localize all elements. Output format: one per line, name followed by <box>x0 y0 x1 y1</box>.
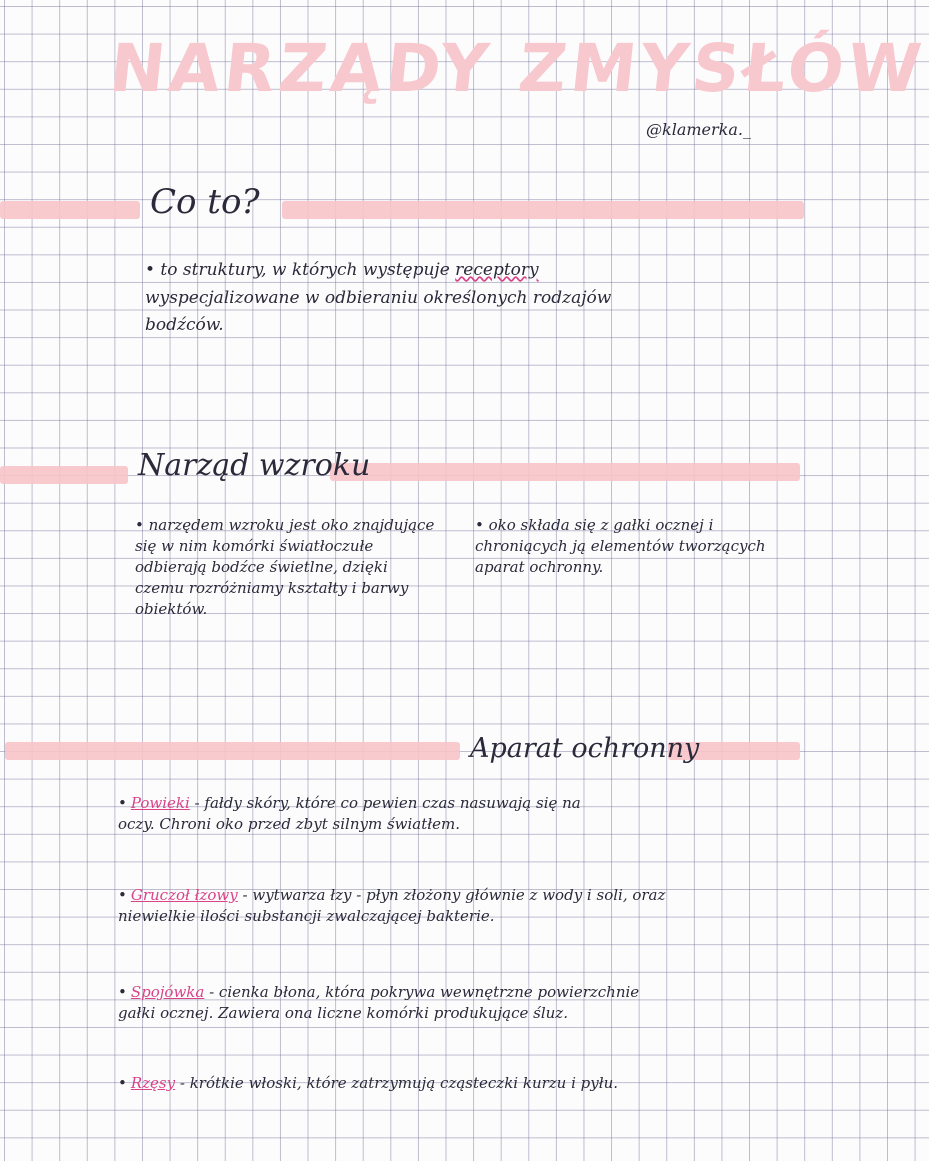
conjunctiva-description: - cienka błona, która pokrywa wewnętrzne powierzchnie gałki ocznej. Zawiera ona liczne komórki produkujące śluz. <box>118 983 640 1022</box>
section-heading-what-is: Co to? <box>150 182 260 222</box>
list-item-tear-gland: • Gruczoł łzowy - wytwarza łzy - płyn złożony głównie z wody i soli, oraz niewielkie ilości substancji zwalczającej bakterie. <box>118 886 666 925</box>
term-tear-gland: Gruczoł łzowy <box>130 886 238 904</box>
term-eyelashes: Rzęsy <box>130 1074 176 1092</box>
page-title: NARZĄDY ZMYSŁÓW <box>105 30 929 107</box>
definition-term-receptors: receptory <box>455 260 539 280</box>
eye-structure-description: • oko składa się z gałki ocznej i chroniących ją elementów tworzących aparat ochronny. <box>475 516 766 576</box>
heading-highlight-left <box>0 466 128 484</box>
vision-organ-description: • narzędem wzroku jest oko znajdujące się w nim komórki światłoczułe odbierają bodźce świetlne, dzięki czemu rozróżniamy kształty i barwy obiektów. <box>135 516 435 618</box>
heading-highlight-left <box>0 201 140 219</box>
term-conjunctiva: Spojówka <box>130 983 205 1001</box>
section-heading-vision-organ: Narząd wzroku <box>138 448 371 483</box>
eyelids-description: - fałdy skóry, które co pewien czas nasuwają się na oczy. Chroni oko przed zbyt silnym światłem. <box>118 794 581 833</box>
definition-text-start: • to struktury, w których występuje <box>145 260 456 280</box>
definition-paragraph <box>145 257 625 340</box>
tear-gland-description: - wytwarza łzy - płyn złożony głównie z wody i soli, oraz niewielkie ilości substancji zwalczającej bakterie. <box>118 886 666 925</box>
heading-highlight-left <box>5 742 460 760</box>
heading-highlight-right <box>282 201 804 219</box>
list-item-eyelids: • Powieki - fałdy skóry, które co pewien czas nasuwają się na oczy. Chroni oko przed zbyt silnym światłem. <box>118 794 581 833</box>
term-eyelids: Powieki <box>130 794 190 812</box>
list-item-conjunctiva: • Spojówka - cienka błona, która pokrywa wewnętrzne powierzchnie gałki ocznej. Zawiera ona liczne komórki produkujące śluz. <box>118 983 640 1022</box>
section-heading-protective-apparatus: Aparat ochronny <box>470 733 700 764</box>
list-item-eyelashes: • Rzęsy - krótkie włoski, które zatrzymują cząsteczki kurzu i pyłu. <box>118 1074 619 1092</box>
eyelashes-description: - krótkie włoski, które zatrzymują cząsteczki kurzu i pyłu. <box>175 1074 619 1092</box>
author-handle: @klamerka._ <box>646 120 751 139</box>
definition-text-end: wyspecjalizowane w odbieraniu określonych rodzajów bodźców. <box>145 287 612 336</box>
heading-highlight-right <box>330 463 800 481</box>
